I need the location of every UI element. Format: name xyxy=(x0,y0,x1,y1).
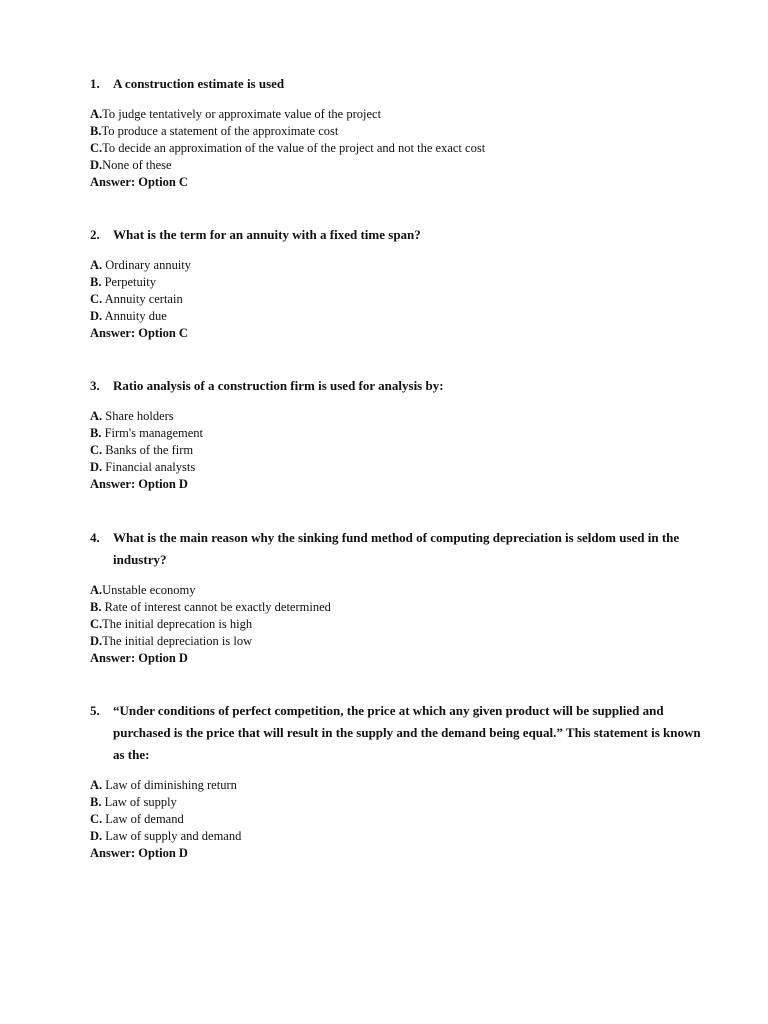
question-number: 1. xyxy=(90,76,100,91)
option-text: To judge tentatively or approximate value of the project xyxy=(102,107,382,121)
option-d xyxy=(90,828,708,845)
option-text: Financial analysts xyxy=(102,460,196,474)
option-c xyxy=(90,442,708,459)
option-text: Annuity due xyxy=(102,309,167,323)
answer-line: Answer: Option D xyxy=(90,477,188,491)
question-3 xyxy=(90,375,708,493)
option-text: Unstable economy xyxy=(102,583,196,597)
option-letter: B. xyxy=(90,124,102,138)
option-c xyxy=(90,811,708,828)
option-text: Ordinary annuity xyxy=(102,258,192,272)
answer-line: Answer: Option C xyxy=(90,175,188,189)
option-d xyxy=(90,157,708,174)
option-c xyxy=(90,140,708,157)
option-text: Law of supply and demand xyxy=(102,829,242,843)
question-number: 3. xyxy=(90,378,100,393)
option-a xyxy=(90,408,708,425)
question-text: What is the term for an annuity with a fixed time span? xyxy=(113,227,421,242)
option-text: Perpetuity xyxy=(101,275,156,289)
option-b xyxy=(90,794,708,811)
question-heading xyxy=(90,527,708,571)
question-4 xyxy=(90,527,708,667)
option-letter: A. xyxy=(90,778,103,792)
option-a xyxy=(90,257,708,274)
option-b xyxy=(90,599,708,616)
option-letter: A. xyxy=(90,107,103,121)
option-text: The initial deprecation is high xyxy=(102,617,253,631)
option-letter: C. xyxy=(90,292,103,306)
option-list xyxy=(90,777,708,845)
option-letter: D. xyxy=(90,829,103,843)
option-text: To decide an approximation of the value of the project and not the exact cost xyxy=(102,141,486,155)
option-text: Annuity certain xyxy=(102,292,183,306)
option-letter: B. xyxy=(90,795,102,809)
answer-line: Answer: Option C xyxy=(90,326,188,340)
option-letter: A. xyxy=(90,258,103,272)
answer-line: Answer: Option D xyxy=(90,846,188,860)
question-heading xyxy=(90,73,708,95)
option-letter: C. xyxy=(90,141,103,155)
option-list xyxy=(90,408,708,476)
question-1 xyxy=(90,73,708,191)
question-text: What is the main reason why the sinking fund method of computing depreciation is seldom used in the industry? xyxy=(113,530,680,567)
option-letter: B. xyxy=(90,426,102,440)
question-2 xyxy=(90,224,708,342)
option-letter: C. xyxy=(90,812,103,826)
option-c xyxy=(90,616,708,633)
option-letter: D. xyxy=(90,158,103,172)
option-text: Banks of the firm xyxy=(102,443,194,457)
option-text: Law of supply xyxy=(101,795,177,809)
option-list xyxy=(90,257,708,325)
option-a xyxy=(90,106,708,123)
option-text: Law of demand xyxy=(102,812,184,826)
option-text: Share holders xyxy=(102,409,174,423)
option-text: Law of diminishing return xyxy=(102,778,237,792)
question-5 xyxy=(90,700,708,862)
option-text: The initial depreciation is low xyxy=(102,634,253,648)
option-list xyxy=(90,582,708,650)
option-letter: D. xyxy=(90,634,103,648)
option-d xyxy=(90,308,708,325)
option-d xyxy=(90,459,708,476)
option-text: Firm's management xyxy=(101,426,204,440)
question-heading xyxy=(90,700,708,766)
question-number: 4. xyxy=(90,530,100,545)
option-text: To produce a statement of the approximate cost xyxy=(101,124,339,138)
option-b xyxy=(90,274,708,291)
question-number: 5. xyxy=(90,703,100,718)
answer-line: Answer: Option D xyxy=(90,651,188,665)
option-d xyxy=(90,633,708,650)
question-text: A construction estimate is used xyxy=(113,76,285,91)
option-letter: B. xyxy=(90,275,102,289)
option-letter: A. xyxy=(90,583,103,597)
option-list xyxy=(90,106,708,174)
option-b xyxy=(90,425,708,442)
option-text: None of these xyxy=(102,158,172,172)
option-letter: D. xyxy=(90,309,103,323)
option-c xyxy=(90,291,708,308)
option-letter: D. xyxy=(90,460,103,474)
question-heading xyxy=(90,375,708,397)
question-number: 2. xyxy=(90,227,100,242)
option-a xyxy=(90,582,708,599)
question-heading xyxy=(90,224,708,246)
option-a xyxy=(90,777,708,794)
question-text: Ratio analysis of a construction firm is used for analysis by: xyxy=(113,378,444,393)
option-letter: B. xyxy=(90,600,102,614)
option-b xyxy=(90,123,708,140)
option-letter: C. xyxy=(90,617,103,631)
option-letter: C. xyxy=(90,443,103,457)
option-letter: A. xyxy=(90,409,103,423)
question-text: “Under conditions of perfect competition, the price at which any given product will be supplied and purchased is the price that will result in the supply and the demand being equal.” This statement is known as the: xyxy=(113,703,701,762)
option-text: Rate of interest cannot be exactly determined xyxy=(101,600,331,614)
